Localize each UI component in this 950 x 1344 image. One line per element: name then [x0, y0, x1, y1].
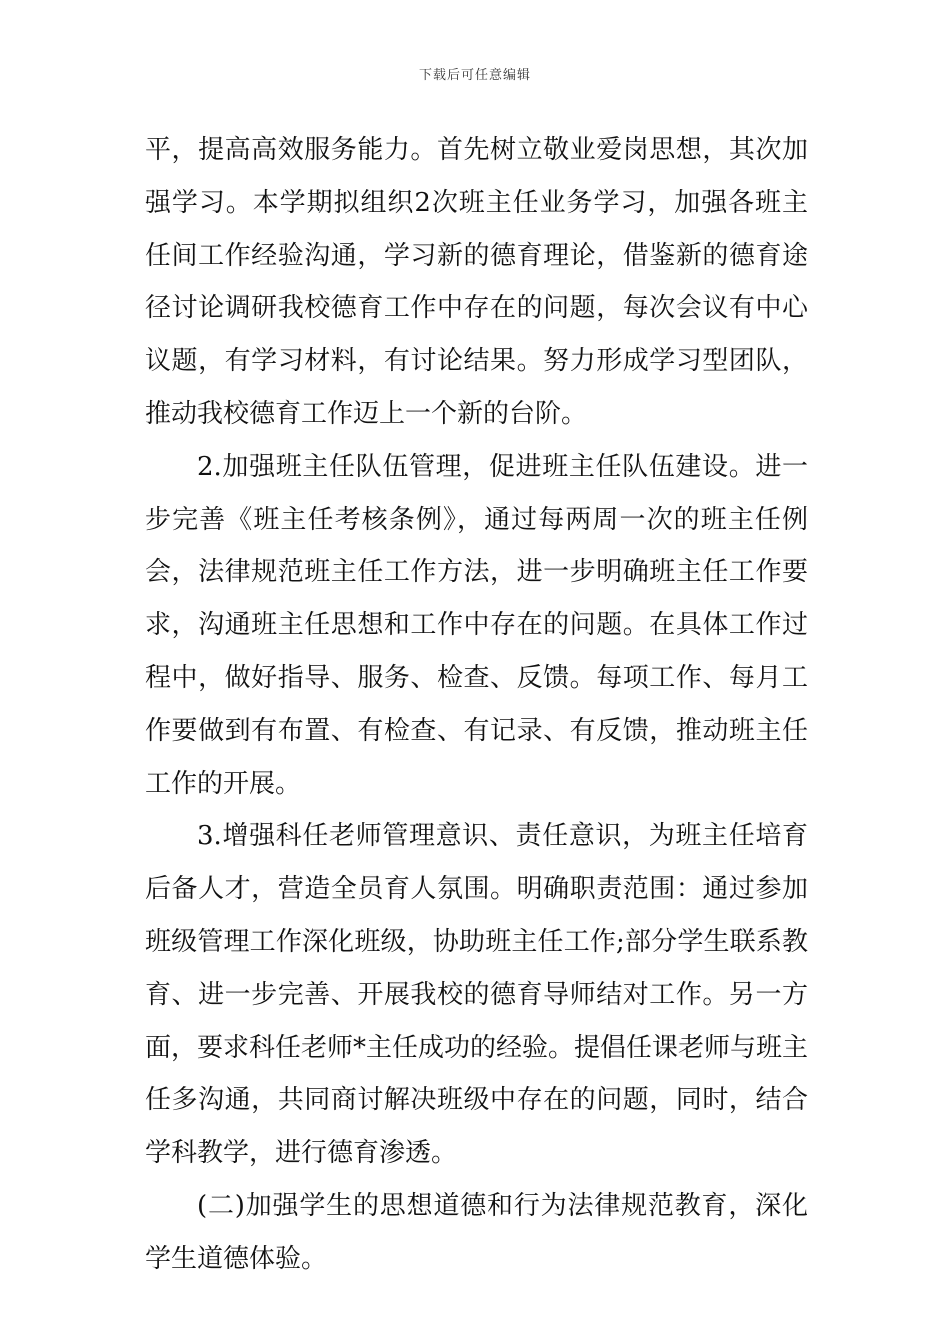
document-body [145, 124, 808, 1286]
paragraph-item-3: 3.增强科任老师管理意识、责任意识，为班主任培育后备人才，营造全员育人氛围。明确职责范围：通过参加班级管理工作深化班级，协助班主任工作;部分学生联系教育、进一步完善、开展我校的德育导师结对工作。另一方面，要求科任老师*主任成功的经验。提倡任课老师与班主任多沟通，共同商讨解决班级中存在的问题，同时，结合学科教学，进行德育渗透。 [145, 821, 809, 1169]
paragraph-continuation: 平，提高高效服务能力。首先树立敬业爱岗思想，其次加强学习。本学期拟组织2次班主任业务学习，加强各班主任间工作经验沟通，学习新的德育理论，借鉴新的德育途径讨论调研我校德育工作中存在的问题，每次会议有中心议题，有学习材料，有讨论结果。努力形成学习型团队，推动我校德育工作迈上一个新的台阶。 [145, 135, 808, 429]
paragraph-section-2: (二)加强学生的思想道德和行为法律规范教育，深化学生道德体验。 [145, 1190, 808, 1274]
page-header: 下载后可任意编辑 [418, 68, 531, 83]
paragraph-item-2: 2.加强班主任队伍管理，促进班主任队伍建设。进一步完善《班主任考核条例》，通过每两周一次的班主任例会，法律规范班主任工作方法，进一步明确班主任工作要求，沟通班主任思想和工作中存在的问题。在具体工作过程中，做好指导、服务、检查、反馈。每项工作、每月工作要做到有布置、有检查、有记录、有反馈，推动班主任工作的开展。 [145, 451, 808, 799]
